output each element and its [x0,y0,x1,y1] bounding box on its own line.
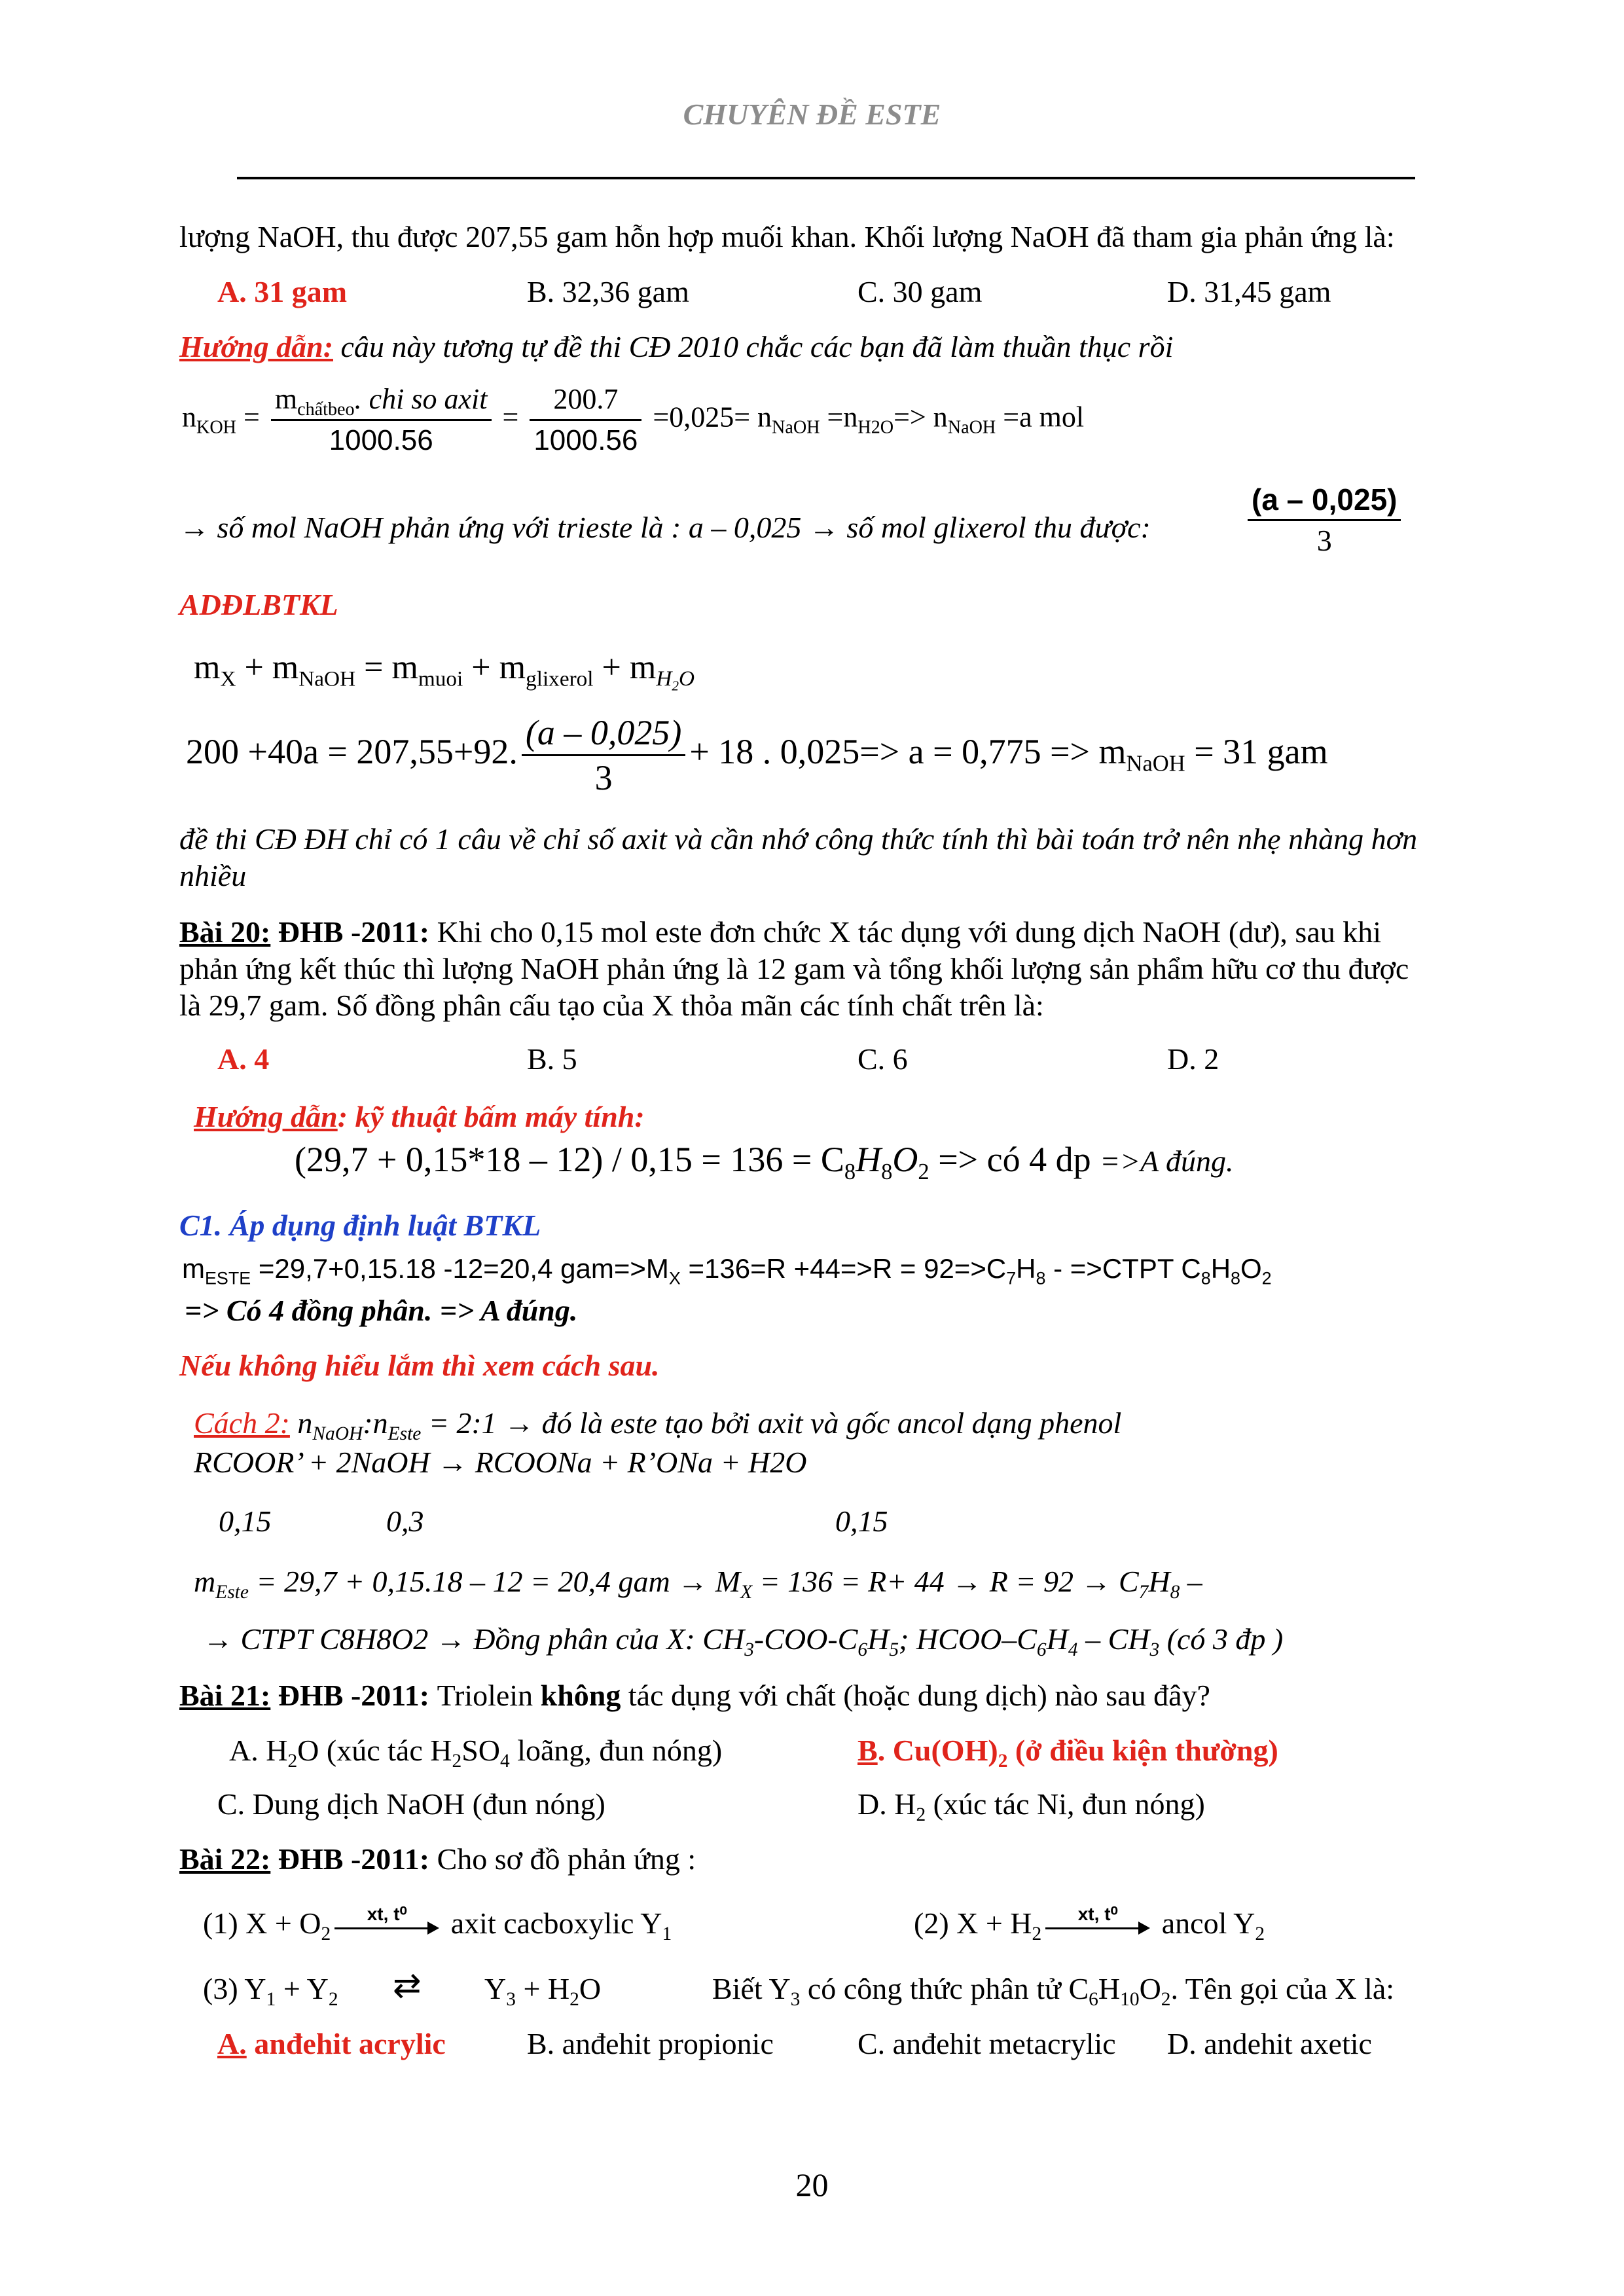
mass-balance-eq: $m_X + m_{NaOH} = m_{muoi} + m_{glixerol} + m_{H_2O}$ [194,649,695,695]
q19-option-d: D. 31,45 gam [1167,275,1331,308]
guide-text: câu này tương tự đề thi CĐ 2010 chắc các bạn đã làm thuần thục rồi [333,330,1174,363]
adlbtkl-heading: ADĐLBTKL [179,588,338,621]
q20-calc: $(29,7 + 0,15*18 - 12) / 0,15 = 136 = C_8H_8O_2$ => có 4 dp =>A đúng. [295,1140,1234,1184]
q20-line-3: là 29,7 gam. Số đồng phân cấu tạo của X thỏa mãn các tính chất trên là: [179,989,1044,1022]
q20-option-b: B. 5 [527,1042,577,1076]
q19-guide [179,329,1173,365]
note-line-1: đề thi CĐ ĐH chỉ có 1 câu về chỉ số axit và cần nhớ công thức tính thì bài toán trở nên nhẹ nhàng hơn [179,822,1418,856]
c1-calc: $m_{ESTE} =29,7+0,15.18$ -12=20,4 $gam=>M_X =136=R +44=>R = 92=>C_7H_8$ - =>CTPT $C_8H_8O_2$ [182,1253,1272,1288]
if-not-understood: Nếu không hiểu lắm thì xem cách sau. [179,1349,660,1382]
q22-option-b: B. anđehit propionic [527,2027,774,2060]
q22-option-c: C. anđehit metacrylic [857,2027,1116,2060]
header-rule [237,177,1415,179]
reaction-arrow-1: xt, t⁰ [334,1913,439,1939]
q19-option-a: A. 31 gam [217,275,348,308]
q21-option-c: C. Dung dịch NaOH (đun nóng) [217,1787,605,1821]
cach2-reaction: RCOOR’ + 2NaOH → RCOONa + R’ONa + H2O [194,1446,807,1479]
guide-label: Hướng dẫn: [179,330,334,363]
c1-conclusion: => Có 4 đồng phân. => A đúng. [185,1294,578,1327]
page-header: CHUYÊN ĐỀ ESTE [683,98,941,131]
fraction-2: $\frac{200.7}{1000.56}$ [530,381,641,459]
q22-option-a: A. anđehit acrylic [217,2027,446,2060]
q19-line: lượng NaOH, thu được 207,55 gam hỗn hợp muối khan. Khối lượng NaOH đã tham gia phản ứng là: [179,220,1395,253]
mol-naoh-line: → số mol NaOH phản ứng với trieste là : a – 0,025 → số mol glixerol thu được: [179,511,1151,544]
formula-n-koh: $n_{KOH}$ = $\frac{m_{chấtbeo}. chi so axit}{1000.56}$ = $\frac{200.7}{1000.56}$ $=0,025= n_{NaOH} =n_{H2O}=> n_{NaOH} =a$ mol [182,381,1084,459]
cach2-mol-2: 0,3 [386,1504,424,1538]
reaction-3: (3) $Y_1 + Y_2$ [203,1972,338,2011]
q20-line-1: Bài 20: ĐHB -2011: Khi cho 0,15 mol este đơn chức X tác dụng với dung dịch NaOH (dư), sau khi [179,915,1382,949]
glixerol-fraction: $\frac{(a - 0,025)}{3}$ [1244,481,1405,559]
q21-question: Bài 21: ĐHB -2011: Triolein không tác dụng với chất (hoặc dung dịch) nào sau đây? [179,1679,1210,1712]
y3-note: Biết $Y_3$ có công thức phân tử $C_6H_{10}O_2$. Tên gọi của X là: [712,1972,1395,2011]
equilibrium-arrow: ⇄ [393,1967,422,2005]
cach2-mol-1: 0,15 [219,1504,272,1538]
q21-option-b: B. $Cu(OH)_2$ (ở điều kiện thường) [857,1734,1278,1772]
q20-option-a: A. 4 [217,1042,270,1076]
q19-option-c: C. 30 gam [857,275,983,308]
reaction-2: (2) $X + H_2$ xt, t⁰ ancol $Y_2$ [914,1904,1265,1945]
q20-line-2: phản ứng kết thúc thì lượng NaOH phản ứng là 12 gam và tổng khối lượng sản phẩm hữu cơ thu được [179,952,1409,985]
cach2-mass: $m_{Este} = 29,7 + 0,15.18 - 12 = 20,4$ gam → $M_X = 136 = R+ 44 \to R = 92 \to C_7H_8$ – [194,1565,1202,1603]
q20-guide: Hướng dẫn: kỹ thuật bấm máy tính: [194,1100,645,1133]
reaction-1: (1) $X + O_2$ xt, t⁰ axit cacboxylic $Y_1$ [203,1904,672,1945]
q20-option-d: D. 2 [1167,1042,1219,1076]
q21-option-a: A. $H_2O$ (xúc tác $H_2SO_4$ loãng, đun nóng) [229,1734,723,1772]
cach2-mol-3: 0,15 [835,1504,888,1538]
page-number: 20 [795,2166,829,2203]
q20-option-c: C. 6 [857,1042,908,1076]
reaction-arrow-2: xt, t⁰ [1045,1913,1150,1939]
q22-question: Bài 22: ĐHB -2011: Cho sơ đồ phản ứng : [179,1842,696,1876]
c1-heading: C1. Áp dụng định luật BTKL [179,1209,541,1242]
fraction-1: $\frac{m_{chấtbeo}. chi so axit}{1000.56}$ [271,381,492,459]
reaction-3-products: $Y_3 + H_2O$ [484,1972,602,2011]
note-line-2: nhiều [179,859,247,892]
q21-option-d: D. $H_2$ (xúc tác Ni, đun nóng) [857,1787,1205,1826]
cach2-isomers: → CTPT C8H8O2 → Đồng phân của X: $CH_3-COO-C_6H_5$; HCOO–$C_6H_4 - CH_3$ (có 3 đp ) [203,1622,1284,1661]
solve-eq: 200 +40a = 207,55+92. $\frac{(a - 0,025)}{3}$ + 18 . $0,025=> a = 0,775 => m_{NaOH} = 31$ gam [186,713,1328,797]
q22-option-d: D. andehit axetic [1167,2027,1372,2060]
cach2-line-1: Cách 2: $n_{NaOH}:n_{Este}$ = 2:1 → đó là este tạo bởi axit và gốc ancol dạng phenol [194,1406,1122,1445]
q19-option-b: B. 32,36 gam [527,275,689,308]
